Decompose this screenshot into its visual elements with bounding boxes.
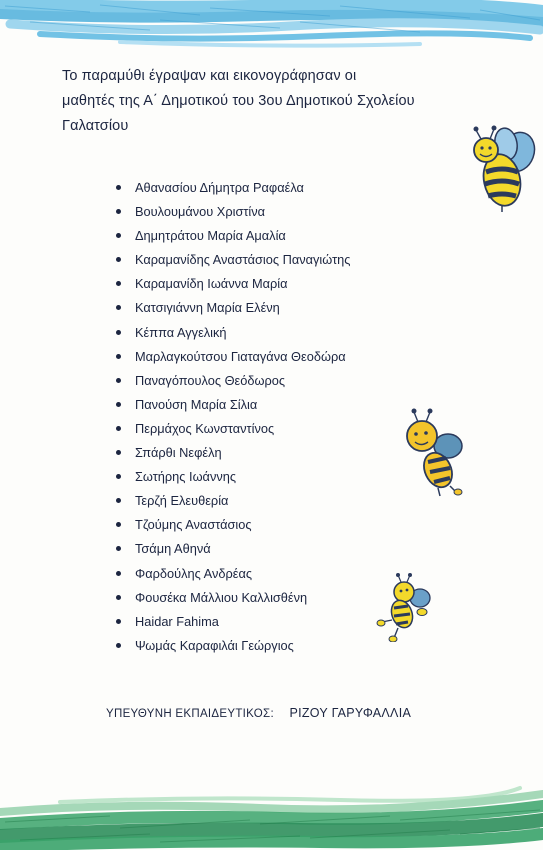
bullet xyxy=(116,378,121,383)
list-item xyxy=(113,176,413,200)
student-name: Σπάρθι Νεφέλη xyxy=(135,445,222,461)
student-name: Παναγόπουλος Θεόδωρος xyxy=(135,372,286,388)
list-item xyxy=(113,345,413,369)
teacher-label: ΥΠΕΥΘΥΝΗ ΕΚΠΑΙΔΕΥΤΙΚΟΣ: xyxy=(106,708,274,720)
list-item xyxy=(113,586,413,610)
list-item xyxy=(113,321,413,345)
list-item xyxy=(113,296,413,320)
bullet xyxy=(116,546,121,551)
bee-icon xyxy=(466,122,542,214)
bullet xyxy=(116,474,121,479)
list-item xyxy=(113,441,413,465)
list-item xyxy=(113,489,413,513)
student-name: Περμάχος Κωνσταντίνος xyxy=(135,420,275,436)
bullet xyxy=(116,643,121,648)
list-item xyxy=(113,224,413,248)
student-name: Κατσιγιάννη Μαρία Ελένη xyxy=(135,300,280,316)
bee-icon xyxy=(374,572,436,642)
list-item xyxy=(113,537,413,561)
student-name: Κέππα Αγγελική xyxy=(135,324,227,340)
bullet xyxy=(116,498,121,503)
bullet xyxy=(116,354,121,359)
student-list xyxy=(113,176,413,658)
teacher-name: ΡΙΖΟΥ ΓΑΡΥΦΑΛΛΙΑ xyxy=(289,706,412,720)
student-name: Φαρδούλης Ανδρέας xyxy=(135,565,253,581)
bullet xyxy=(116,209,121,214)
bullet xyxy=(116,522,121,527)
intro-text xyxy=(62,64,522,139)
student-name: Δημητράτου Μαρία Αμαλία xyxy=(135,228,286,244)
list-item xyxy=(113,200,413,224)
bullet xyxy=(116,402,121,407)
list-item xyxy=(113,513,413,537)
bullet xyxy=(116,619,121,624)
list-item xyxy=(113,634,413,658)
student-name: Αθανασίου Δήμητρα Ραφαέλα xyxy=(135,180,304,195)
student-name: Βουλουμάνου Χριστίνα xyxy=(135,204,266,220)
student-name: Σωτήρης Ιωάννης xyxy=(135,469,237,485)
student-name: Μαρλαγκούτσου Γιαταγάνα Θεοδώρα xyxy=(135,348,346,364)
list-item xyxy=(113,248,413,272)
student-name: Haidar Fahima xyxy=(135,613,219,629)
bullet xyxy=(116,426,121,431)
student-name: Φουσέκα Μάλλιου Καλλισθένη xyxy=(135,589,308,605)
bullet xyxy=(116,233,121,238)
bee-icon xyxy=(398,406,470,498)
list-item xyxy=(113,369,413,393)
list-item xyxy=(113,272,413,296)
intro-line-1: Το παραμύθι έγραψαν και εικονογράφησαν οι xyxy=(62,68,357,84)
list-item xyxy=(113,465,413,489)
student-name: Καραμανίδης Αναστάσιος Παναγιώτης xyxy=(135,252,351,268)
grass-crayon-band xyxy=(0,772,543,850)
list-item xyxy=(113,417,413,441)
bullet xyxy=(116,305,121,310)
student-name: Ψωμάς Καραφιλάι Γεώργιος xyxy=(135,637,294,653)
intro-line-3: Γαλατσίου xyxy=(62,118,129,134)
student-name: Καραμανίδη Ιωάννα Μαρία xyxy=(135,276,288,292)
bullet xyxy=(116,185,121,190)
bullet xyxy=(116,257,121,262)
student-name: Πανούση Μαρία Σίλια xyxy=(135,396,258,412)
student-name: Τσάμη Αθηνά xyxy=(135,541,211,557)
bullet xyxy=(116,281,121,286)
bullet xyxy=(116,330,121,335)
bullet xyxy=(116,571,121,576)
list-item xyxy=(113,562,413,586)
teacher-credit xyxy=(106,706,411,720)
sky-crayon-band xyxy=(0,0,543,60)
bullet xyxy=(116,450,121,455)
student-name: Τερζή Ελευθερία xyxy=(135,493,229,509)
list-item xyxy=(113,393,413,417)
student-name: Τζούμης Αναστάσιος xyxy=(135,517,252,533)
intro-line-2: μαθητές της Α΄ Δημοτικού του 3ου Δημοτικού Σχολείου xyxy=(62,93,415,109)
list-item xyxy=(113,610,413,634)
bullet xyxy=(116,595,121,600)
